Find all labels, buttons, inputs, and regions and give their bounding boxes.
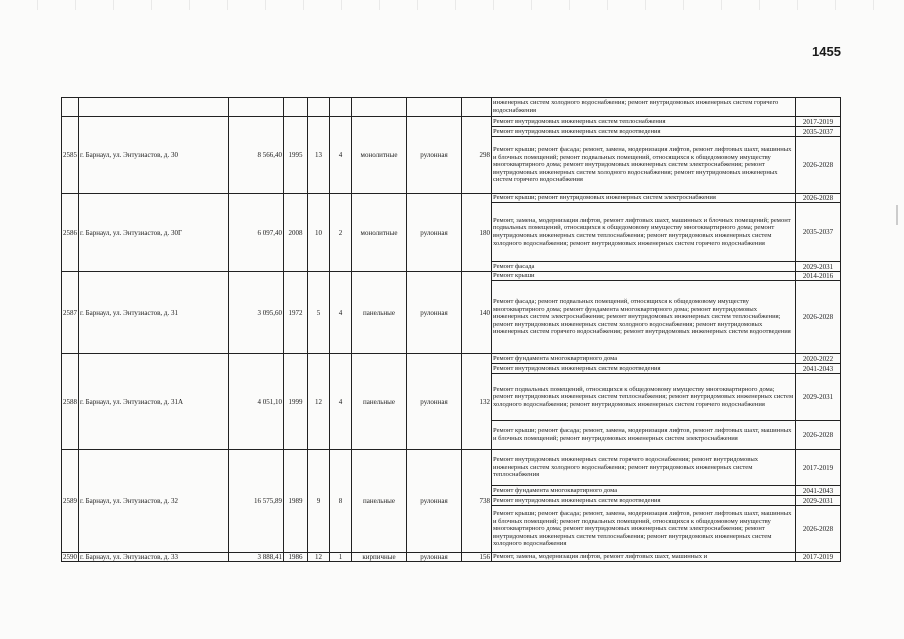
work-description: Ремонт, замена, модернизация лифтов, ремонт лифтовых шахт, машинных и блочных помещений; ремонт подвальных помещений, относящихся к общедомовому имуществу многоквартирного дома; ремонт внутридомовых инженерных систем теплоснабжения; ремонт внутридомовых инженерных систем холодного водоснабжения; ремонт внутридомовых инженерных систем горячего водоснабжения xyxy=(492,203,796,262)
build-year: 1989 xyxy=(284,450,308,553)
work-description: Ремонт крыши; ремонт фасада; ремонт, замена, модернизация лифтов, ремонт лифтовых шахт, машинных и блочных помещений; ремонт подвальных помещений, относящихся к общедомовому имуществу многоквартирного дома; ремонт внутридомовых инженерных систем электроснабжения; ремонт внутридомовых инженерных систем теплоснабжения; ремонт внутридомовых инженерных систем холодного водоснабжения xyxy=(492,506,796,553)
work-description: Ремонт крыши; ремонт фасада; ремонт, замена, модернизация лифтов, ремонт лифтовых шахт, машинных и блочных помещений; ремонт внутридомовых инженерных систем электроснабжения xyxy=(492,421,796,450)
work-period: 2017-2019 xyxy=(796,450,841,486)
floor-count: 12 xyxy=(308,553,330,562)
house-area: 3 888,41 xyxy=(229,553,284,562)
build-year: 1995 xyxy=(284,117,308,194)
work-description: Ремонт фундамента многоквартирного дома xyxy=(492,354,796,364)
entrance-count: 4 xyxy=(330,117,352,194)
work-period: 2029-2031 xyxy=(796,262,841,272)
floor-count: 5 xyxy=(308,272,330,354)
table-row xyxy=(62,354,841,364)
work-description: Ремонт крыши; ремонт фасада; ремонт, замена, модернизация лифтов, ремонт лифтовых шахт, машинных и блочных помещений; ремонт подвальных помещений, относящихся к общедомовому имуществу многоквартирного дома; ремонт внутридомовых инженерных систем электроснабжения; ремонт внутридомовых инженерных систем холодного водоснабжения; ремонт внутридомовых инженерных систем горячего водоснабжения xyxy=(492,137,796,194)
entrance-count: 8 xyxy=(330,450,352,553)
work-description: Ремонт фасада; ремонт подвальных помещений, относящихся к общедомовому имуществу многоквартирного дома; ремонт фундамента многоквартирного дома; ремонт внутридомовых инженерных систем электроснабжения; ремонт внутридомовых инженерных систем теплоснабжения; ремонт внутридомовых инженерных систем холодного водоснабжения; ремонт внутридомовых инженерных систем горячего водоснабжения; ремонт внутридомовых инженерных систем водоотведения xyxy=(492,281,796,354)
entrance-count: 4 xyxy=(330,354,352,450)
work-period: 2026-2028 xyxy=(796,506,841,553)
resident-count: 298 xyxy=(462,117,492,194)
table-row xyxy=(62,272,841,281)
scan-artifact xyxy=(0,0,904,10)
resident-count: 132 xyxy=(462,354,492,450)
roof-type: рулонная xyxy=(407,354,462,450)
resident-count: 156 xyxy=(462,553,492,562)
build-year: 1986 xyxy=(284,553,308,562)
work-description: Ремонт внутридомовых инженерных систем водоотведения xyxy=(492,496,796,506)
floor-count: 10 xyxy=(308,194,330,272)
work-description: Ремонт подвальных помещений, относящихся к общедомовому имуществу многоквартирного дома; ремонт внутридомовых инженерных систем теплоснабжения; ремонт внутридомовых инженерных систем холодного водоснабжения; ремонт внутридомовых инженерных систем горячего водоснабжения xyxy=(492,374,796,421)
work-period: 2029-2031 xyxy=(796,496,841,506)
entrance-count: 2 xyxy=(330,194,352,272)
house-address: г. Барнаул, ул. Энтузиастов, д. 31А xyxy=(79,354,229,450)
resident-count: 738 xyxy=(462,450,492,553)
work-description: Ремонт крыши; ремонт внутридомовых инженерных систем электроснабжения xyxy=(492,194,796,203)
house-address: г. Барнаул, ул. Энтузиастов, д. 30Г xyxy=(79,194,229,272)
house-number: 2590 xyxy=(63,553,77,561)
house-area: 4 051,10 xyxy=(229,354,284,450)
work-period: 2026-2028 xyxy=(796,194,841,203)
floor-count: 13 xyxy=(308,117,330,194)
house-address: г. Барнаул, ул. Энтузиастов, д. 31 xyxy=(79,272,229,354)
housing-repair-table xyxy=(61,97,841,562)
work-description: Ремонт, замена, модернизация лифтов, ремонт лифтовых шахт, машинных и xyxy=(492,553,796,562)
wall-material: монолитные xyxy=(352,194,407,272)
house-number: 2586 xyxy=(62,194,79,272)
work-description: инженерных систем холодного водоснабжения; ремонт внутридомовых инженерных систем горячего водоснабжения xyxy=(492,98,796,117)
work-description: Ремонт внутридомовых инженерных систем теплоснабжения xyxy=(492,117,796,127)
house-area: 3 095,60 xyxy=(229,272,284,354)
resident-count: 140 xyxy=(462,272,492,354)
wall-material: панельные xyxy=(352,450,407,553)
entrance-count: 1 xyxy=(330,553,352,562)
floor-count: 9 xyxy=(308,450,330,553)
resident-count: 180 xyxy=(462,194,492,272)
work-period: 2026-2028 xyxy=(796,281,841,354)
wall-material: монолитные xyxy=(352,117,407,194)
build-year: 1999 xyxy=(284,354,308,450)
work-period: 2041-2043 xyxy=(796,486,841,496)
work-period: 2017-2019 xyxy=(796,553,841,562)
work-period: 2014-2016 xyxy=(796,272,841,281)
build-year: 2008 xyxy=(284,194,308,272)
wall-material: панельные xyxy=(352,354,407,450)
work-period: 2029-2031 xyxy=(796,374,841,421)
house-address: г. Барнаул, ул. Энтузиастов, д. 32 xyxy=(79,450,229,553)
table-row-continuation xyxy=(62,98,841,117)
roof-type: рулонная xyxy=(407,450,462,553)
work-period: 2026-2028 xyxy=(796,137,841,194)
wall-material: панельные xyxy=(352,272,407,354)
house-address: г. Барнаул, ул. Энтузиастов, д. 33 xyxy=(79,553,229,562)
roof-type: рулонная xyxy=(407,194,462,272)
floor-count: 12 xyxy=(308,354,330,450)
house-area: 6 097,40 xyxy=(229,194,284,272)
house-number: 2588 xyxy=(62,354,79,450)
scan-artifact-edge xyxy=(896,205,898,225)
house-area: 16 575,89 xyxy=(229,450,284,553)
roof-type: рулонная xyxy=(407,553,462,562)
house-address: г. Барнаул, ул. Энтузиастов, д. 30 xyxy=(79,117,229,194)
work-period: 2035-2037 xyxy=(796,127,841,137)
table-row xyxy=(62,450,841,486)
work-period: 2026-2028 xyxy=(796,421,841,450)
table-row xyxy=(62,117,841,127)
work-period: 2041-2043 xyxy=(796,364,841,374)
roof-type: рулонная xyxy=(407,117,462,194)
entrance-count: 4 xyxy=(330,272,352,354)
house-number: 2587 xyxy=(62,272,79,354)
work-description: Ремонт крыши xyxy=(492,272,796,281)
build-year: 1972 xyxy=(284,272,308,354)
work-description: Ремонт внутридомовых инженерных систем водоотведения xyxy=(492,127,796,137)
work-description: Ремонт внутридомовых инженерных систем горячего водоснабжения; ремонт внутридомовых инженерных систем холодного водоснабжения; ремонт внутридомовых инженерных систем теплоснабжения xyxy=(492,450,796,486)
wall-material: кирпичные xyxy=(352,553,407,562)
table-row xyxy=(62,553,841,562)
work-period: 2020-2022 xyxy=(796,354,841,364)
work-description: Ремонт внутридомовых инженерных систем водоотведения xyxy=(492,364,796,374)
work-description: Ремонт фасада xyxy=(492,262,796,272)
house-number: 2585 xyxy=(62,117,79,194)
page-number: 1455 xyxy=(812,44,841,59)
work-description: Ремонт фундамента многоквартирного дома xyxy=(492,486,796,496)
work-period: 2035-2037 xyxy=(796,203,841,262)
roof-type: рулонная xyxy=(407,272,462,354)
house-number: 2589 xyxy=(62,450,79,553)
house-area: 8 566,40 xyxy=(229,117,284,194)
work-period: 2017-2019 xyxy=(796,117,841,127)
table-row xyxy=(62,194,841,203)
